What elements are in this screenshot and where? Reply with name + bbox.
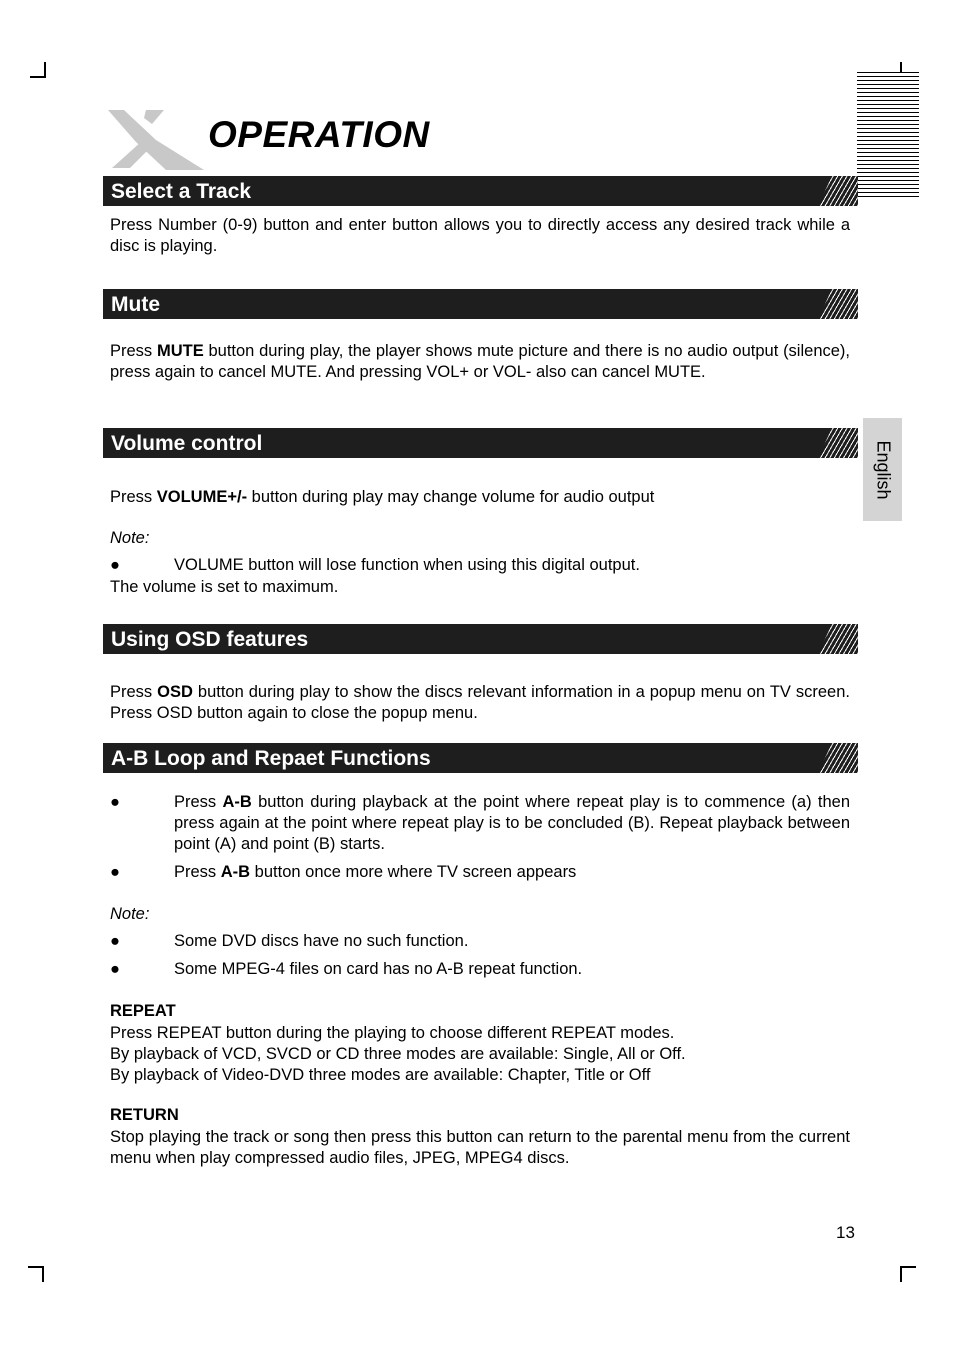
note-label: Note:: [110, 905, 150, 923]
repeat-line: Press REPEAT button during the playing to choose different REPEAT modes.: [110, 1024, 675, 1042]
text: button during play to show the discs relevant information in a popup menu on TV screen. Press OSD button again to close the popup menu.: [110, 683, 850, 722]
return-paragraph: Stop playing the track or song then press this button can return to the parental menu from the current menu when play compressed audio files, JPEG, MPEG4 discs.: [110, 1128, 850, 1167]
keyword: A-B: [222, 793, 252, 811]
keyword: A-B: [220, 863, 251, 881]
mute-paragraph: [110, 341, 850, 383]
bullet-icon: ●: [110, 960, 120, 978]
section-title: Select a Track: [111, 180, 252, 203]
section-header-ab-loop: [103, 743, 858, 773]
section-title: A-B Loop and Repaet Functions: [111, 747, 431, 770]
keyword: VOLUME+/-: [156, 488, 248, 506]
text: Press: [174, 863, 221, 881]
section-title: Mute: [111, 293, 160, 316]
page-title: OPERATION: [208, 114, 430, 155]
note-tail: The volume is set to maximum.: [110, 578, 339, 596]
x-logo-icon: [106, 108, 206, 172]
language-tab-label: English: [873, 439, 893, 500]
crop-mark-bottom-left: [28, 1266, 44, 1282]
section-title: Volume control: [111, 432, 263, 455]
section-title: Using OSD features: [111, 628, 309, 651]
bullet-icon: ●: [110, 793, 120, 811]
text: Press: [110, 488, 157, 506]
bullet-icon: ●: [110, 863, 120, 881]
hatch-decoration: [818, 176, 858, 206]
select-track-paragraph: Press Number (0-9) button and enter button allows you to directly access any desired track while a disc is playing.: [110, 216, 850, 255]
keyword: OSD: [157, 683, 193, 701]
note-text: Some MPEG-4 files on card has no A-B repeat function.: [174, 960, 583, 978]
text: Press: [110, 683, 158, 701]
repeat-line: By playback of VCD, SVCD or CD three modes are available: Single, All or Off.: [110, 1045, 686, 1063]
osd-paragraph: [110, 682, 850, 724]
section-header-select-track: [103, 176, 858, 206]
note-text: VOLUME button will lose function when using this digital output.: [174, 556, 640, 574]
page-number: 13: [836, 1223, 855, 1242]
section-header-volume: [103, 428, 858, 458]
hatch-decoration: [818, 624, 858, 654]
volume-paragraph: [110, 487, 850, 508]
section-header-mute: [103, 289, 858, 319]
ab-bullet-text: [174, 862, 850, 883]
section-header-osd: [103, 624, 858, 654]
decorative-stripes: [857, 72, 919, 198]
bullet-icon: ●: [110, 932, 120, 950]
return-heading: RETURN: [110, 1106, 179, 1124]
text: button during play, the player shows mute picture and there is no audio output (silence), press again to cancel MUTE. And pressing VOL+ or VOL- also can cancel MUTE.: [110, 342, 851, 381]
repeat-line: By playback of Video-DVD three modes are available: Chapter, Title or Off: [110, 1066, 651, 1084]
ab-bullet-text: [174, 792, 850, 855]
crop-mark-top-left: [30, 62, 46, 78]
crop-mark-bottom-right: [900, 1266, 916, 1282]
text: button during play may change volume for audio output: [247, 488, 655, 506]
keyword: MUTE: [156, 342, 204, 360]
text: button during playback at the point where repeat play is to commence (a) then press again at the point where repeat play is to be concluded (B). Repeat playback between point (A) and point (B) starts.: [174, 793, 850, 853]
repeat-heading: REPEAT: [110, 1002, 176, 1020]
language-tab: [863, 418, 902, 521]
note-label: Note:: [110, 529, 150, 547]
hatch-decoration: [818, 289, 858, 319]
hatch-decoration: [818, 428, 858, 458]
hatch-decoration: [818, 743, 858, 773]
note-text: Some DVD discs have no such function.: [174, 932, 469, 950]
text: Press: [174, 793, 223, 811]
bullet-icon: ●: [110, 556, 120, 574]
text: Press: [110, 342, 157, 360]
text: button once more where TV screen appears: [250, 863, 577, 881]
